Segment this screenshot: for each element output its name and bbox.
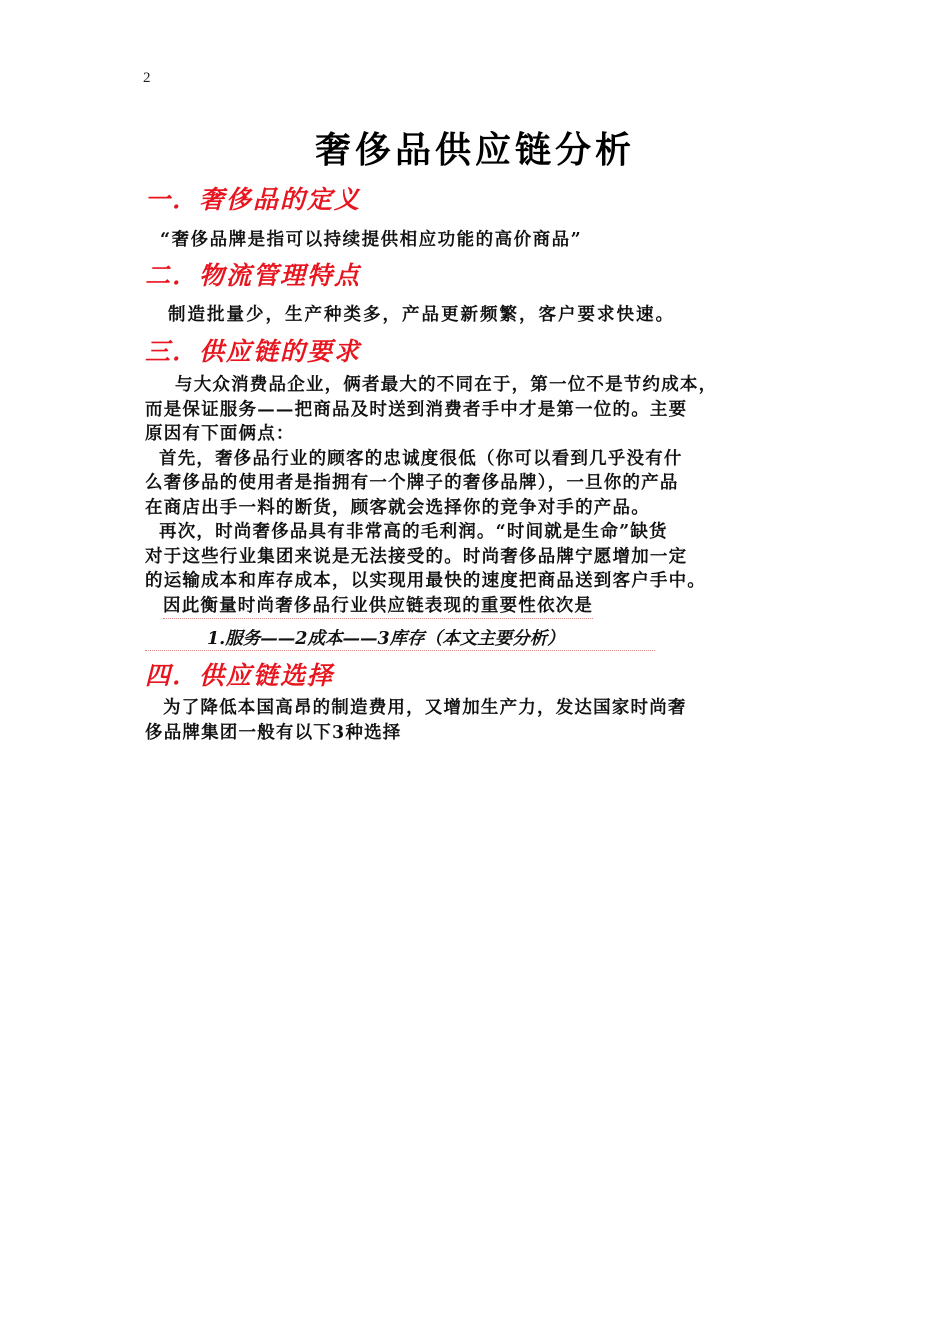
section-heading-requirements: 三．供应链的要求 <box>145 337 362 366</box>
conclusion-line: 因此衡量时尚奢侈品行业供应链表现的重要性依次是 <box>163 594 593 620</box>
document-title: 奢侈品供应链分析 <box>314 129 635 171</box>
priority-line: 1.服务——2成本——3库存（本文主要分析） <box>145 625 655 651</box>
section-heading-logistics: 二．物流管理特点 <box>145 261 362 290</box>
text-line: 而是保证服务——把商品及时送到消费者手中才是第一位的。主要 <box>145 399 688 420</box>
text-line: 侈品牌集团一般有以下3种选择 <box>145 722 402 743</box>
section-heading-definition: 一．奢侈品的定义 <box>145 185 362 214</box>
page-number: 2 <box>143 70 151 86</box>
text-line: 的运输成本和库存成本，以实现用最快的速度把商品送到客户手中。 <box>145 571 706 591</box>
text-line: 么奢侈品的使用者是指拥有一个牌子的奢侈品牌），一旦你的产品 <box>145 473 679 493</box>
text-line: 为了降低本国高昂的制造费用，又增加生产力，发达国家时尚奢 <box>163 698 687 718</box>
requirements-paragraph <box>145 373 815 619</box>
section-heading-choice: 四．供应链选择 <box>145 661 335 690</box>
text-line: 与大众消费品企业，俩者最大的不同在于，第一位不是节约成本， <box>175 375 718 395</box>
text-line: 再次，时尚奢侈品具有非常高的毛利润。“时间就是生命”缺货 <box>159 522 668 542</box>
definition-quote: “奢侈品牌是指可以持续提供相应功能的高价商品” <box>160 230 583 250</box>
text-line: 在商店出手一料的断货，顾客就会选择你的竞争对手的产品。 <box>145 497 650 518</box>
logistics-text: 制造批量少，生产种类多，产品更新频繁，客户要求快速。 <box>168 305 675 325</box>
text-line: 首先，奢侈品行业的顾客的忠诚度很低（你可以看到几乎没有什 <box>159 448 683 469</box>
text-line: 原因有下面俩点： <box>145 424 295 444</box>
text-line: 对于这些行业集团来说是无法接受的。时尚奢侈品牌宁愿增加一定 <box>145 546 688 567</box>
choice-paragraph <box>145 696 815 745</box>
